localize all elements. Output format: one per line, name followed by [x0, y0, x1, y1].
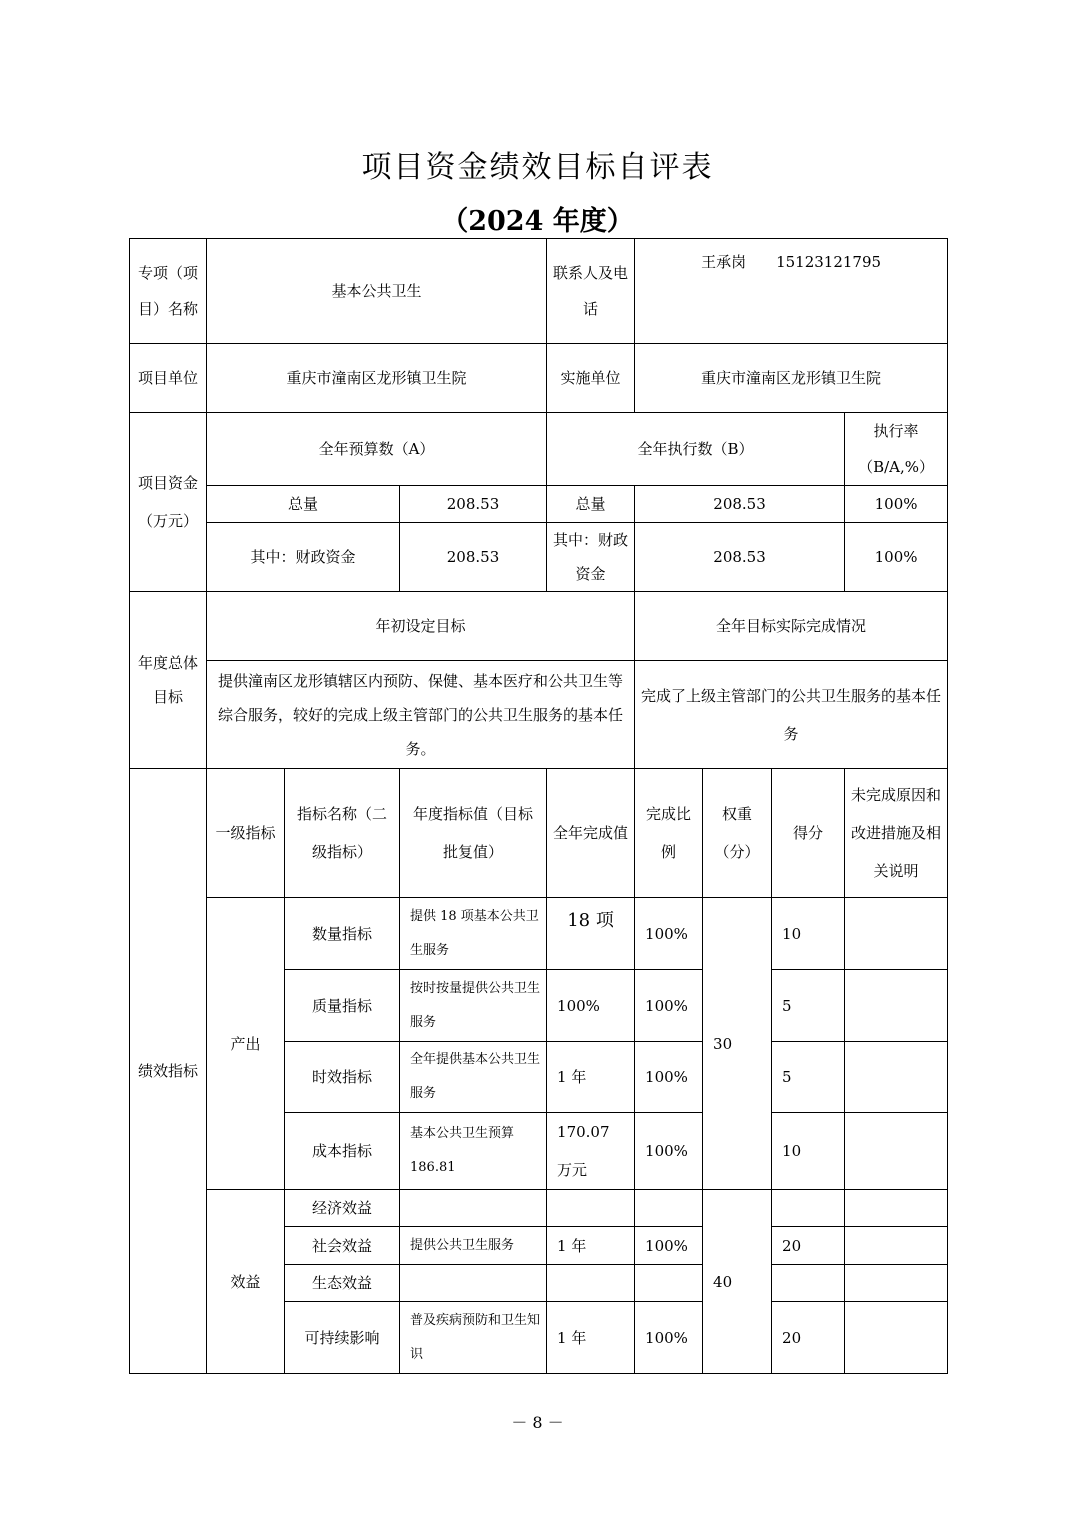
project-unit: 重庆市潼南区龙形镇卫生院 — [207, 344, 547, 413]
indicator-name: 数量指标 — [285, 898, 400, 970]
exec-fiscal: 208.53 — [635, 523, 845, 592]
page-title: 项目资金绩效目标自评表 — [361, 150, 714, 185]
contact-value: 王承岗 15123121795 — [635, 239, 948, 344]
indicator-score: 20 — [772, 1302, 845, 1374]
indicator-note — [845, 898, 948, 970]
indicator-target — [400, 1190, 547, 1227]
header-target: 年度指标值（目标批复值） — [400, 769, 547, 898]
rate-total: 100% — [845, 486, 948, 523]
budget-fiscal-label: 其中：财政资金 — [207, 523, 400, 592]
impl-unit: 重庆市潼南区龙形镇卫生院 — [635, 344, 948, 413]
indicator-score: 10 — [772, 1113, 845, 1190]
indicator-ratio: 100% — [635, 898, 703, 970]
header-actual: 全年完成值 — [547, 769, 635, 898]
goal-set-text: 提供潼南区龙形镇辖区内预防、保健、基本医疗和公共卫生等综合服务，较好的完成上级主管部门的公共卫生服务的基本任务。 — [207, 661, 635, 769]
indicator-note — [845, 970, 948, 1042]
indicator-note — [845, 1265, 948, 1302]
indicator-name: 社会效益 — [285, 1227, 400, 1265]
benefit-weight: 40 — [703, 1190, 772, 1374]
indicator-target: 按时按量提供公共卫生服务 — [400, 970, 547, 1042]
indicator-name: 质量指标 — [285, 970, 400, 1042]
indicator-target: 提供 18 项基本公共卫生服务 — [400, 898, 547, 970]
budget-total-label: 总量 — [207, 486, 400, 523]
self-evaluation-table — [129, 238, 948, 1374]
indicator-ratio — [635, 1265, 703, 1302]
header-note: 未完成原因和改进措施及相关说明 — [845, 769, 948, 898]
indicator-target: 提供公共卫生服务 — [400, 1227, 547, 1265]
header-level1: 一级指标 — [207, 769, 285, 898]
goal-actual-header: 全年目标实际完成情况 — [635, 592, 948, 661]
impl-unit-label: 实施单位 — [547, 344, 635, 413]
page-subtitle: （2024 年度） — [441, 206, 634, 237]
indicator-score: 20 — [772, 1227, 845, 1265]
indicator-ratio: 100% — [635, 1227, 703, 1265]
header-ratio: 完成比例 — [635, 769, 703, 898]
project-unit-label: 项目单位 — [130, 344, 207, 413]
indicator-note — [845, 1190, 948, 1227]
indicator-name: 成本指标 — [285, 1113, 400, 1190]
indicator-actual — [547, 1265, 635, 1302]
indicator-actual: 1 年 — [547, 1042, 635, 1113]
project-name: 基本公共卫生 — [207, 239, 547, 344]
indicator-target — [400, 1265, 547, 1302]
budget-total: 208.53 — [400, 486, 547, 523]
indicator-target: 基本公共卫生预算 186.81 — [400, 1113, 547, 1190]
header-level2: 指标名称（二级指标） — [285, 769, 400, 898]
indicator-name: 经济效益 — [285, 1190, 400, 1227]
exec-header: 全年执行数（B） — [547, 413, 845, 486]
performance-label: 绩效指标 — [130, 769, 207, 1374]
indicator-actual: 170.07 万元 — [547, 1113, 635, 1190]
rate-header: 执行率（B/A,%） — [845, 413, 948, 486]
indicator-name: 可持续影响 — [285, 1302, 400, 1374]
header-score: 得分 — [772, 769, 845, 898]
indicator-name: 时效指标 — [285, 1042, 400, 1113]
project-name-label: 专项（项目）名称 — [130, 239, 207, 344]
indicator-target: 普及疾病预防和卫生知识 — [400, 1302, 547, 1374]
indicator-score — [772, 1190, 845, 1227]
indicator-note — [845, 1113, 948, 1190]
rate-fiscal: 100% — [845, 523, 948, 592]
output-weight: 30 — [703, 898, 772, 1190]
indicator-note — [845, 1302, 948, 1374]
indicator-score: 10 — [772, 898, 845, 970]
indicator-name: 生态效益 — [285, 1265, 400, 1302]
budget-fiscal: 208.53 — [400, 523, 547, 592]
indicator-note — [845, 1042, 948, 1113]
indicator-ratio: 100% — [635, 1113, 703, 1190]
goals-label: 年度总体目标 — [130, 592, 207, 769]
indicator-note — [845, 1227, 948, 1265]
indicator-score: 5 — [772, 1042, 845, 1113]
indicator-actual: 100% — [547, 970, 635, 1042]
indicator-ratio: 100% — [635, 1042, 703, 1113]
exec-fiscal-label: 其中：财政资金 — [547, 523, 635, 592]
indicator-ratio: 100% — [635, 1302, 703, 1374]
contact-label: 联系人及电话 — [547, 239, 635, 344]
funds-label: 项目资金（万元） — [130, 413, 207, 592]
indicator-score — [772, 1265, 845, 1302]
goal-set-header: 年初设定目标 — [207, 592, 635, 661]
page-number: － 8 － — [511, 1413, 564, 1432]
indicator-actual: 1 年 — [547, 1227, 635, 1265]
indicator-score: 5 — [772, 970, 845, 1042]
budget-header: 全年预算数（A） — [207, 413, 547, 486]
goal-actual-text: 完成了上级主管部门的公共卫生服务的基本任务 — [635, 661, 948, 769]
output-label: 产出 — [207, 898, 285, 1190]
indicator-actual: 18 项 — [547, 898, 635, 970]
exec-total-label: 总量 — [547, 486, 635, 523]
indicator-ratio — [635, 1190, 703, 1227]
indicator-target: 全年提供基本公共卫生服务 — [400, 1042, 547, 1113]
exec-total: 208.53 — [635, 486, 845, 523]
benefit-label: 效益 — [207, 1190, 285, 1374]
header-weight: 权重（分） — [703, 769, 772, 898]
indicator-ratio: 100% — [635, 970, 703, 1042]
indicator-actual: 1 年 — [547, 1302, 635, 1374]
indicator-actual — [547, 1190, 635, 1227]
